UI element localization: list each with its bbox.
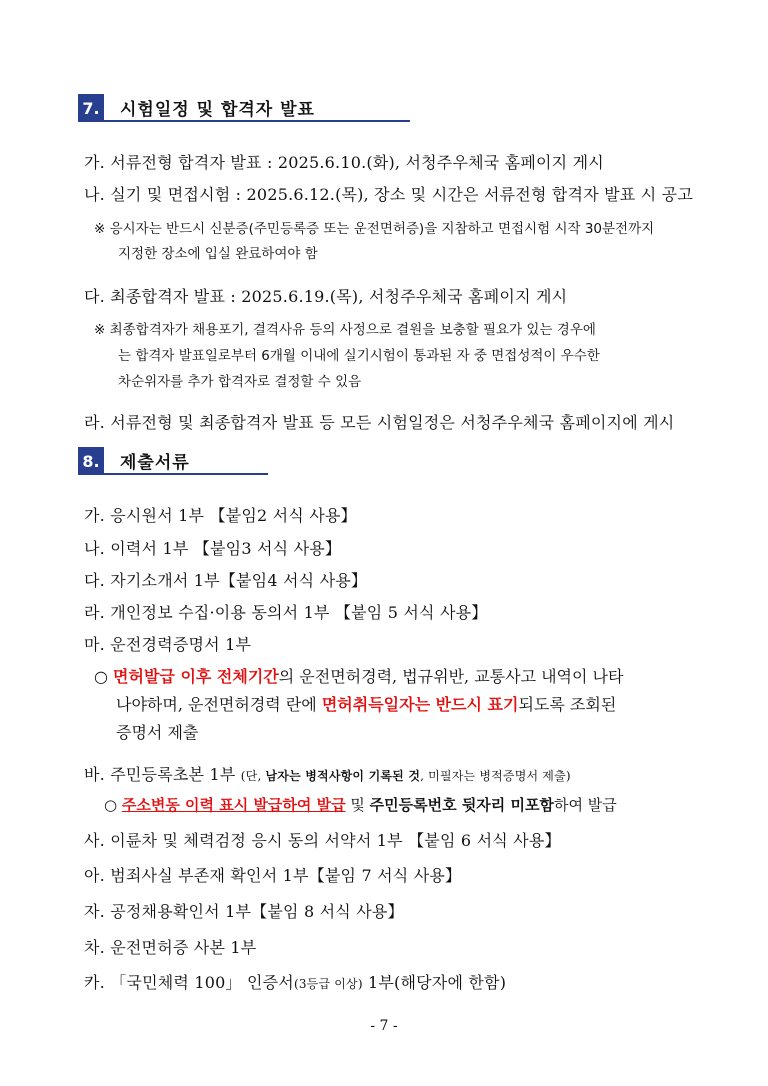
text: (단, — [240, 769, 266, 783]
s8-ma-point-line3: 증명서 제출 — [116, 723, 199, 742]
section-8-number: 8. — [78, 447, 104, 475]
s7-da-note-line2: 는 합격자 발표일로부터 6개월 이내에 실기시험이 통과된 자 중 면접성적이 우수한 — [118, 348, 600, 364]
text: (3등급 이상) — [293, 977, 363, 991]
s8-item-na: 나. 이력서 1부 【붙임3 서식 사용】 — [84, 539, 342, 558]
s8-item-ra: 라. 개인정보 수집·이용 동의서 1부 【붙임 5 서식 사용】 — [84, 603, 488, 622]
s8-item-cha: 차. 운전면허증 사본 1부 — [84, 938, 257, 957]
s7-na-note-line1: ※ 응시자는 반드시 신분증(주민등록증 또는 운전면허증)을 지참하고 면접시험 시작 30분전까지 — [94, 221, 655, 237]
s7-item-da: 다. 최종합격자 발표 : 2025.6.19.(목), 서청주우체국 홈페이지 게시 — [84, 287, 568, 306]
section-8-title: 제출서류 — [104, 447, 268, 475]
highlight-text: 면허발급 이후 전체기간 — [113, 667, 279, 686]
s7-da-note-line3: 차순위자를 추가 합격자로 결정할 수 있음 — [118, 374, 362, 390]
text: 하여 발급 — [553, 796, 617, 814]
s8-item-ja: 자. 공정채용확인서 1부【붙임 8 서식 사용】 — [84, 902, 404, 921]
s7-item-ga: 가. 서류전형 합격자 발표 : 2025.6.10.(화), 서청주우체국 홈페이지 게시 — [84, 153, 604, 172]
s8-ma-point-line1 — [94, 664, 623, 687]
section-7-title: 시험일정 및 합격자 발표 — [104, 94, 410, 122]
s8-item-ga: 가. 응시원서 1부 【붙임2 서식 사용】 — [84, 506, 357, 525]
s8-item-da: 다. 자기소개서 1부【붙임4 서식 사용】 — [84, 571, 368, 590]
highlight-text: 면허취득일자는 반드시 표기 — [321, 695, 519, 714]
s8-item-sa: 사. 이륜차 및 체력검정 응시 동의 서약서 1부 【붙임 6 서식 사용】 — [84, 831, 561, 850]
s8-item-a: 아. 범죄사실 부존재 확인서 1부【붙임 7 서식 사용】 — [84, 866, 462, 885]
s8-ba-point — [104, 794, 617, 815]
s8-ma-point-line2 — [116, 692, 616, 715]
highlight-text: 주소변동 이력 표시 발급하여 발급 — [121, 796, 346, 814]
s7-da-note-line1: ※ 최종합격자가 채용포기, 결격사유 등의 사정으로 결원을 보충할 필요가 있는 경우에 — [94, 322, 596, 338]
s7-na-note-line2: 지정한 장소에 입실 완료하여야 함 — [118, 246, 318, 262]
text: 카. 「국민체력 100」 인증서 — [84, 973, 294, 992]
section-7-header — [78, 94, 410, 122]
bold-text: 남자는 병적사항이 기록된 것 — [265, 769, 421, 783]
section-7-number: 7. — [78, 94, 104, 122]
text: , 미필자는 병적증명서 제출) — [420, 769, 571, 783]
text: 의 운전면허경력, 법규위반, 교통사고 내역이 나타 — [278, 667, 624, 686]
page-number: - 7 - — [370, 1018, 398, 1034]
s7-item-ra: 라. 서류전형 및 최종합격자 발표 등 모든 시험일정은 서청주우체국 홈페이지에 게시 — [84, 413, 675, 432]
s7-item-na: 나. 실기 및 면접시험 : 2025.6.12.(목), 장소 및 시간은 서류전형 합격자 발표 시 공고 — [84, 185, 693, 204]
text: 되도록 조회된 — [518, 695, 617, 714]
text: 나야하며, 운전면허경력 란에 — [116, 695, 322, 714]
bold-text: 주민등록번호 뒷자리 미포함 — [369, 796, 554, 814]
bullet: ○ — [94, 667, 114, 686]
s8-item-ka — [84, 970, 506, 993]
bullet: ○ — [104, 796, 122, 814]
text: 바. 주민등록초본 1부 — [84, 765, 241, 784]
text: 및 — [345, 796, 370, 814]
s8-item-ba — [84, 762, 571, 785]
text: 1부(해당자에 한함) — [362, 973, 507, 992]
s8-item-ma: 마. 운전경력증명서 1부 — [84, 635, 252, 654]
section-8-header — [78, 447, 268, 475]
